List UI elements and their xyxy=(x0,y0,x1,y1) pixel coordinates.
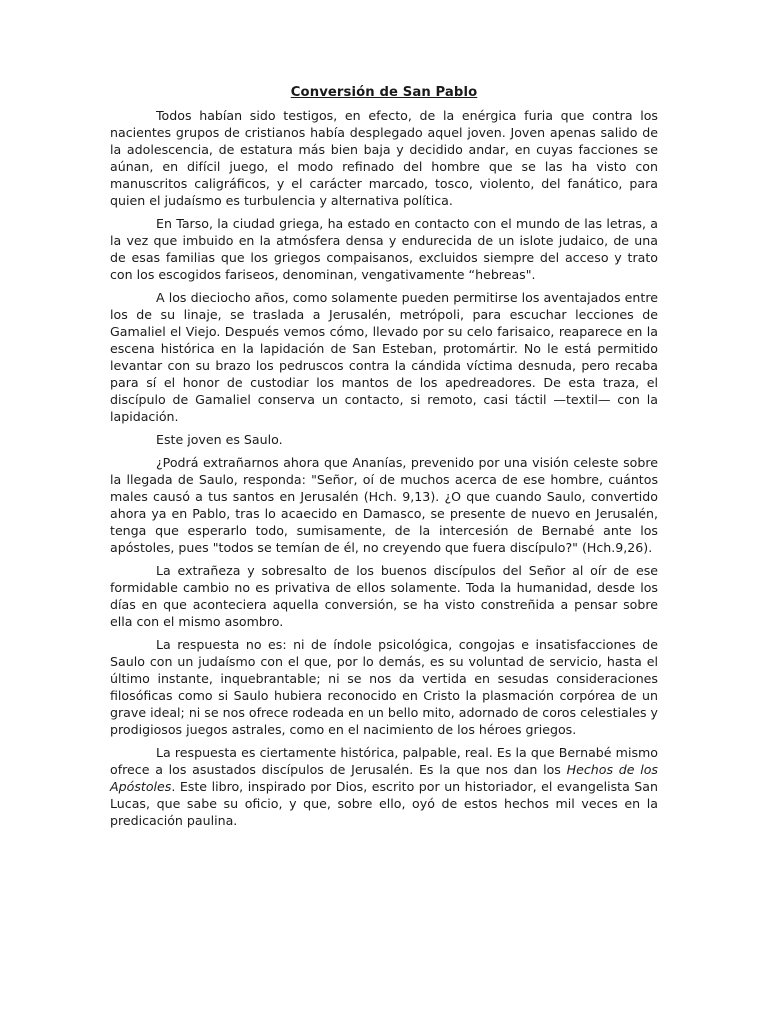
document-title: Conversión de San Pablo xyxy=(290,85,478,100)
paragraph-4: Este joven es Saulo. xyxy=(156,432,283,447)
book-title-italic: Hechos de los Apóstoles xyxy=(110,762,658,794)
document-page xyxy=(110,84,658,835)
paragraph-8-text-before: La respuesta es ciertamente histórica, palpable, real. Es la que Bernabé mismo ofrece a los asustados discípulos de Jerusalén. Es la que nos dan los xyxy=(110,745,658,777)
paragraph-8 xyxy=(110,744,658,829)
paragraph-6: La extrañeza y sobresalto de los buenos discípulos del Señor al oír de ese formidable cambio no es privativa de ellos solamente. Toda la humanidad, desde los días en que aconteciera aquella conversión, se ha visto constreñida a pensar sobre ella con el mismo asombro. xyxy=(110,563,658,629)
paragraph-3: A los dieciocho años, como solamente pueden permitirse los aventajados entre los de su linaje, se traslada a Jerusalén, metrópoli, para escuchar lecciones de Gamaliel el Viejo. Después vemos cómo, llevado por su celo farisaico, reaparece en la escena histórica en la lapidación de San Esteban, protomártir. No le está permitido levantar con su brazo los pedruscos contra la cándida víctima desnuda, pero recaba para sí el honor de custodiar los mantos de los apedreadores. De esta traza, el discípulo de Gamaliel conserva un contacto, si remoto, casi táctil —textil— con la lapidación. xyxy=(110,290,658,424)
paragraph-2: En Tarso, la ciudad griega, ha estado en contacto con el mundo de las letras, a la vez que imbuido en la atmósfera densa y endurecida de un islote judaico, de una de esas familias que los griegos compaisanos, excluidos siempre del acceso y trato con los escogidos fariseos, denominan, vengativamente “hebreas". xyxy=(110,216,658,282)
paragraph-1: Todos habían sido testigos, en efecto, de la enérgica furia que contra los nacientes grupos de cristianos había desplegado aquel joven. Joven apenas salido de la adolescencia, de estatura más bien baja y decidido andar, en cuyas facciones se aúnan, en difícil juego, el modo refinado del hombre que se las ha visto con manuscritos caligráficos, y el carácter marcado, tosco, violento, del fanático, para quien el judaísmo es turbulencia y alternativa política. xyxy=(110,108,658,208)
paragraph-5: ¿Podrá extrañarnos ahora que Ananías, prevenido por una visión celeste sobre la llegada de Saulo, responda: "Señor, oí de muchos acerca de ese hombre, cuántos males causó a tus santos en Jerusalén (Hch. 9,13). ¿O que cuando Saulo, convertido ahora ya en Pablo, tras lo acaecido en Damasco, se presente de nuevo en Jerusalén, tenga que esperarlo todo, sumisamente, de la intercesión de Bernabé ante los apóstoles, pues "todos se temían de él, no creyendo que fuera discípulo?" (Hch.9,26). xyxy=(110,455,658,555)
paragraph-8-text-after: . Este libro, inspirado por Dios, escrito por un historiador, el evangelista San Lucas, que sabe su oficio, y que, sobre ello, oyó de estos hechos mil veces en la predicación paulina. xyxy=(110,779,658,828)
paragraph-7: La respuesta no es: ni de índole psicológica, congojas e insatisfacciones de Saulo con un judaísmo con el que, por lo demás, es su voluntad de servicio, hasta el último instante, inquebrantable; ni se nos da vertida en sesudas consideraciones filosóficas como si Saulo hubiera reconocido en Cristo la plasmación corpórea de un grave ideal; ni se nos ofrece rodeada en un bello mito, adornado de coros celestiales y prodigiosos juegos astrales, como en el nacimiento de los héroes griegos. xyxy=(110,637,658,737)
